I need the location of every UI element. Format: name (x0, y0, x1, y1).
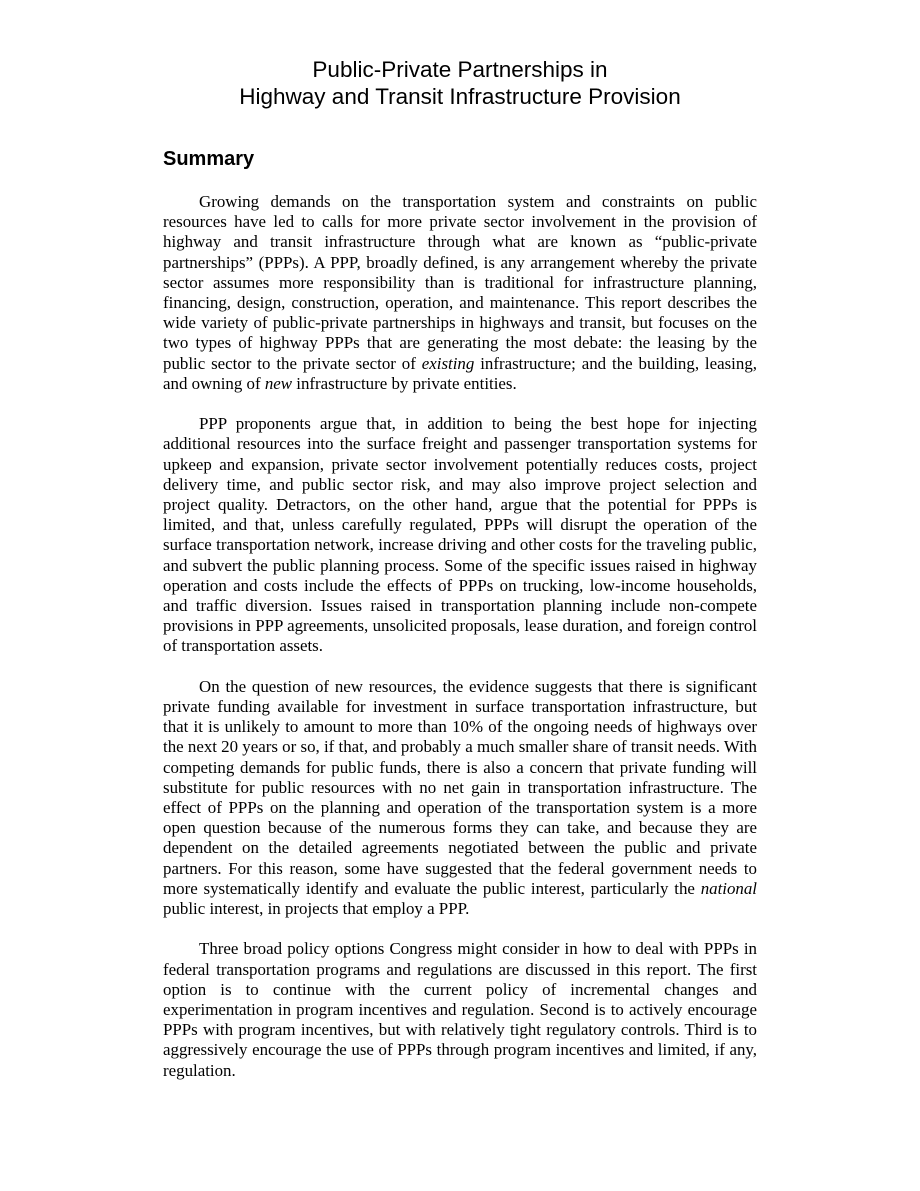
paragraph-3-emphasis-national: national (700, 878, 757, 898)
paragraph-2-text: PPP proponents argue that, in addition to being the best hope for injecting additional resources into the surface freight and passenger transportation systems for upkeep and expansion, private sector involvement potentially reduces costs, project delivery time, and public sector risk, and may also improve project selection and project quality. Detractors, on the other hand, argue that the potential for PPPs is limited, and that, unless carefully regulated, PPPs will disrupt the operation of the surface transportation network, increase driving and other costs for the traveling public, and subvert the public planning process. Some of the specific issues raised in highway operation and costs include the effects of PPPs on trucking, low-income households, and traffic diversion. Issues raised in transportation planning include non-compete provisions in PPP agreements, unsolicited proposals, lease duration, and foreign control of transportation assets. (163, 414, 757, 656)
document-title (0, 56, 920, 110)
summary-paragraph-4 (163, 939, 757, 1080)
paragraph-1-text-a: Growing demands on the transportation system and constraints on public resources have led to calls for more private sector involvement in the provision of highway and transit infrastructure through what are known as “public-private partnerships” (PPPs). A PPP, broadly defined, is any arrangement whereby the private sector assumes more responsibility than is traditional for infrastructure planning, financing, design, construction, operation, and maintenance. This report describes the wide variety of public-private partnerships in highways and transit, but focuses on the two types of highway PPPs that are generating the most debate: the leasing by the public sector to the private sector of (163, 192, 757, 373)
summary-paragraph-2 (163, 414, 757, 656)
paragraph-1-emphasis-new: new (264, 373, 293, 393)
summary-paragraph-1 (163, 192, 757, 394)
summary-body (163, 192, 757, 1101)
paragraph-3-text-a: On the question of new resources, the evidence suggests that there is significant private funding available for investment in surface transportation infrastructure, but that it is unlikely to amount to more than 10% of the ongoing needs of highways over the next 20 years or so, if that, and probably a much smaller share of transit needs. With competing demands for public funds, there is also a concern that private funding will substitute for public resources with no net gain in transportation infrastructure. The effect of PPPs on the planning and operation of the transportation system is a more open question because of the numerous forms they can take, and because they are dependent on the detailed agreements negotiated between the public and private partners. For this reason, some have suggested that the federal government needs to more systematically identify and evaluate the public interest, particularly the (163, 676, 757, 898)
paragraph-1-text-c: infrastructure by private entities. (292, 373, 517, 393)
paragraph-3-text-b: public interest, in projects that employ a PPP. (163, 899, 470, 919)
title-line-2: Highway and Transit Infrastructure Provision (239, 84, 681, 109)
title-line-1: Public-Private Partnerships in (312, 57, 608, 82)
paragraph-1-text-b: infrastructure; and the building, leasing, and owning of (163, 353, 757, 393)
summary-paragraph-3 (163, 677, 757, 919)
paragraph-1-emphasis-existing: existing (421, 353, 475, 373)
section-heading-summary: Summary (163, 148, 255, 170)
paragraph-4-text: Three broad policy options Congress might consider in how to deal with PPPs in federal transportation programs and regulations are discussed in this report. The first option is to continue with the current policy of incremental changes and experimentation in program incentives and regulation. Second is to actively encourage PPPs with program incentives, but with relatively tight regulatory controls. Third is to aggressively encourage the use of PPPs through program incentives and limited, if any, regulation. (163, 939, 757, 1080)
